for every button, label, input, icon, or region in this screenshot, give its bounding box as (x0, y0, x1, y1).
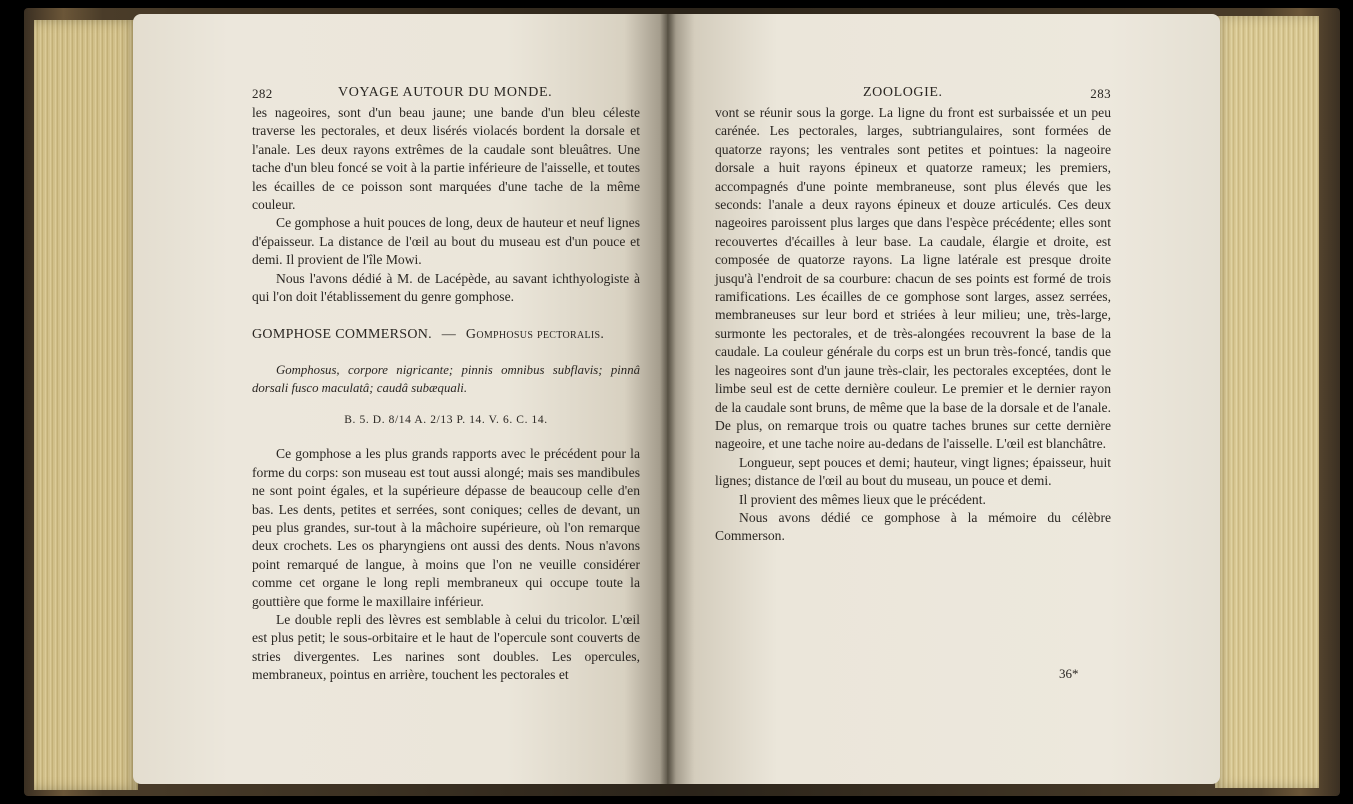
left-running-head (252, 84, 640, 104)
fin-formula: B. 5. D. 8/14 A. 2/13 P. 14. V. 6. C. 14. (344, 413, 548, 426)
paragraph: Nous avons dédié ce gomphose à la mémoire du célèbre Commerson. (715, 509, 1111, 544)
paragraph: Longueur, sept pouces et demi; hauteur, vingt lignes; épaisseur, huit lignes; distance de l'œil au bout du museau, un pouce et demi. (715, 454, 1111, 489)
right-running-head (715, 84, 1111, 104)
paragraph: Ce gomphose a les plus grands rapports avec le précédent pour la forme du corps: son museau est tout aussi alongé; mais ses mandibules ne sont point égales, et la supérieure dépasse de beaucoup celle d'en bas. Les dents, petites et serrées, sont coniques; celles de devant, un peu plus grandes, sur-tout à la mâchoire supérieure, où l'on remarque deux crochets. Les os pharyngiens ont aussi des dents. Nous n'avons point remarqué de langue, à moins que l'on ne veuille considérer comme cet organe le long repli membraneux qui occupe toute la gouttière que forme le maxillaire inférieur. (252, 446, 640, 609)
paragraph: Il provient des mêmes lieux que le précédent. (739, 491, 986, 507)
section-heading (252, 326, 640, 344)
latin-diagnosis: Gomphosus, corpore nigricante; pinnis omnibus subflavis; pinnâ dorsali fusco maculatâ; caudâ subæquali. (252, 362, 640, 395)
species-latin-name: Gomphosus pectoralis. (465, 327, 605, 343)
right-page (667, 14, 1220, 784)
book-gutter (660, 14, 676, 784)
species-french-name: GOMPHOSE COMMERSON. (252, 327, 432, 343)
page-number: 282 (252, 86, 273, 101)
heading-separator: — (441, 327, 457, 343)
running-title: VOYAGE AUTOUR DU MONDE. (338, 85, 553, 100)
page-number: 283 (1090, 86, 1111, 101)
right-page-text (715, 84, 1111, 546)
right-page-edges (1215, 16, 1319, 788)
paragraph: Ce gomphose a huit pouces de long, deux de hauteur et neuf lignes d'épaisseur. La distance de l'œil au bout du museau est d'un pouce et demi. Il provient de l'île Mowi. (252, 215, 640, 268)
running-title: ZOOLOGIE. (863, 85, 943, 100)
left-page-text (252, 84, 640, 685)
paragraph: Le double repli des lèvres est semblable à celui du tricolor. L'œil est plus petit; le sous-orbitaire et le haut de l'opercule sont couverts de stries divergentes. Les narines sont doubles. Les opercules, membraneux, pointus en arrière, touchent les pectorales et (252, 611, 640, 683)
signature-mark: 36* (1059, 666, 1079, 681)
paragraph: Nous l'avons dédié à M. de Lacépède, au savant ichthyologiste à qui l'on doit l'établissement du genre gomphose. (252, 270, 640, 305)
paragraph: les nageoires, sont d'un beau jaune; une bande d'un bleu céleste traverse les pectorales, et deux lisérés violacés bordent la dorsale et l'anale. Les deux rayons extrêmes de la caudale sont bleuâtres. Une tache d'un bleu foncé se voit à la partie inférieure de l'aisselle, et toutes les écailles de ce poisson sont marquées d'une tache de la même couleur. (252, 105, 640, 213)
left-page-edges (34, 20, 138, 790)
paragraph: vont se réunir sous la gorge. La ligne du front est surbaissée et un peu carénée. Les pectorales, larges, subtriangulaires, sont formées de quatorze rayons; les ventrales sont petites et pointues: la nageoire dorsale a huit rayons épineux et quatorze rameux; les premiers, accompagnés d'une pointe membraneuse, sont plus élevés que les seconds: l'anale a deux rayons épineux et douze articulés. Ces deux nageoires paroissent plus larges que dans l'espèce précédente; elles sont recouvertes d'écailles à leur base. La caudale, élargie et droite, est composée de quatorze rayons. La ligne latérale est presque droite jusqu'à l'endroit de sa courbure: chacun de ses points est formé de trois ramifications. Les écailles de ce gomphose sont larges, assez serrées, membraneuses sur leur bord et striées à leur milieu; une, très-large, surmonte les pectorales, et de très-alongées recouvrent la base de la caudale. La couleur générale du corps est un brun très-foncé, tandis que les nageoires sont d'un jaune très-clair, les pectorales exceptées, dont le limbe seul est de cette dernière couleur. Le premier et le dernier rayon de la caudale sont bruns, de même que la base de la dorsale et de l'anale. De plus, on remarque trois ou quatre taches brunes sur cette dernière nageoire, et une tache noire au-dedans de l'aisselle. L'œil est blanchâtre. (715, 105, 1111, 452)
left-page (133, 14, 667, 784)
